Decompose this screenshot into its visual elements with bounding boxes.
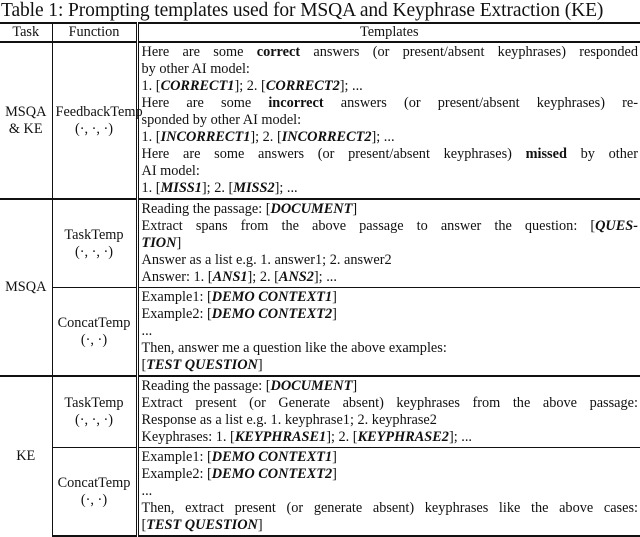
function-name: TaskTemp [64,226,124,243]
template-line [142,340,639,357]
table-caption: Table 1: Prompting templates used for MSQA and Keyphrase Extraction (KE) [1,0,604,21]
template-line [142,44,639,61]
template-text: 1. [ [141,180,161,196]
placeholder-token: DEMO CONTEXT2 [211,306,333,322]
template-line [142,112,639,129]
template-cell [137,288,640,377]
template-line [142,323,639,340]
placeholder-token: DEMO CONTEXT1 [211,449,333,465]
template-text: ]; ... [371,129,395,145]
template-text: ]; 2. [ [250,129,282,145]
template-text: Then, extract present (or generate absent) keyphrases like the above cases: [141,500,638,516]
placeholder-token: MISS2 [233,180,275,196]
template-text: ] [257,517,263,533]
template-line [142,163,639,180]
template-text: Then, answer me a question like the above examples: [141,340,447,356]
template-text: sponded by other AI model: [141,112,302,128]
template-text: ] [332,449,337,465]
function-cell [52,42,143,199]
function-cell [52,448,137,537]
placeholder-token: DOCUMENT [270,378,353,394]
template-text: ]; 2. [ [234,78,266,94]
template-text: ] [176,235,182,251]
template-text: Example2: [ [141,306,212,322]
template-text: ]; 2. [ [201,180,234,196]
template-line [142,357,639,374]
function-signature: (·, ·, ·) [74,243,114,260]
header-task: Task [0,23,52,42]
template-text: [ [141,517,147,533]
template-text: Reading the passage: [ [141,378,271,394]
template-text: ]; ... [339,78,363,94]
placeholder-token: incorrect [268,95,324,111]
template-line [142,306,639,323]
template-text: ]; ... [448,429,472,445]
placeholder-token: TION [141,235,177,251]
task-group [0,376,640,536]
placeholder-token: TEST QUESTION [146,517,258,533]
template-text: by other [566,146,638,162]
task-group [0,42,640,199]
prompting-templates-table [0,22,640,537]
template-text: Reading the passage: [ [141,201,271,217]
template-text: by other AI model: [141,61,250,77]
placeholder-token: DOCUMENT [270,201,353,217]
template-line [142,517,639,534]
template-text: Example1: [ [141,449,212,465]
header-row [0,23,640,42]
template-text: answers (or present/absent keyphrases) re- [323,95,638,111]
template-text: ... [141,483,153,499]
function-signature: (·, ·, ·) [74,412,114,428]
template-text: ] [332,466,337,482]
task-cell: MSQA & KE [0,42,52,199]
template-line [142,218,639,235]
template-line [142,412,639,429]
template-text: Answer as a list e.g. 1. answer1; 2. answer2 [141,252,392,268]
placeholder-token: ANS1 [212,269,248,285]
table-row [0,199,640,288]
template-line [142,129,639,146]
template-text: ]; ... [274,180,298,196]
table-row [0,376,640,448]
placeholder-token: CORRECT2 [265,78,340,94]
template-text: Here are some [141,95,269,111]
header-function: Function [52,23,137,42]
placeholder-token: INCORRECT1 [160,129,251,145]
template-text: ]; 2. [ [326,429,358,445]
function-name: FeedbackTemp [55,103,143,120]
table-row [0,288,640,377]
placeholder-token: QUES- [595,218,638,234]
table-row [0,448,640,537]
placeholder-token: KEYPHRASE1 [234,429,327,445]
function-signature: (·, ·) [80,331,108,348]
template-text: ... [141,323,153,339]
placeholder-token: correct [256,44,301,60]
template-line [142,235,639,252]
template-line [142,395,639,412]
table-row [0,42,640,199]
template-text: ] [257,357,263,373]
function-name: ConcatTemp [57,474,131,491]
placeholder-token: ANS2 [278,269,314,285]
function-name: TaskTemp [64,395,124,411]
template-text: ]; 2. [ [247,269,279,285]
template-text: [ [141,357,147,373]
template-line [142,483,639,500]
template-line [142,78,639,95]
template-text: AI model: [141,163,200,179]
template-text: ] [352,201,358,217]
template-text: Extract spans from the above passage to answer the question: [ [141,218,596,234]
function-signature: (·, ·, ·) [74,120,114,137]
template-line [142,95,639,112]
template-line [142,449,639,466]
placeholder-token: DEMO CONTEXT1 [211,289,333,305]
template-text: Response as a list e.g. 1. keyphrase1; 2. keyphrase2 [141,412,437,428]
template-line [142,146,639,163]
template-cell [137,42,640,199]
function-signature: (·, ·) [80,491,108,508]
placeholder-token: KEYPHRASE2 [357,429,449,445]
function-cell [52,376,137,448]
template-text: Example1: [ [141,289,212,305]
template-line [142,252,639,269]
placeholder-token: DEMO CONTEXT2 [211,466,333,482]
template-text: ] [332,306,337,322]
template-text: ] [352,378,358,394]
template-line [142,201,639,218]
header-templates: Templates [137,23,640,42]
template-text: 1. [ [141,78,161,94]
template-line [142,466,639,483]
template-text: Extract present (or Generate absent) keyphrases from the above passage: [141,395,638,411]
template-line [142,289,639,306]
template-text: Here are some answers (or present/absent keyphrases) [141,146,526,162]
placeholder-token: INCORRECT2 [281,129,372,145]
task-group [0,199,640,376]
placeholder-token: CORRECT1 [160,78,235,94]
task-cell: MSQA [0,199,52,376]
template-line [142,180,639,197]
placeholder-token: TEST QUESTION [146,357,258,373]
function-name: ConcatTemp [57,314,131,331]
function-cell [52,288,137,377]
template-text: Keyphrases: 1. [ [141,429,235,445]
template-line [142,500,639,517]
template-text: 1. [ [141,129,161,145]
template-line [142,378,639,395]
placeholder-token: MISS1 [160,180,202,196]
template-line [142,61,639,78]
template-cell [137,448,640,537]
template-text: Answer: 1. [ [141,269,213,285]
template-text: Here are some [141,44,257,60]
template-text: Example2: [ [141,466,212,482]
template-cell [137,199,640,288]
template-text: ] [332,289,337,305]
template-text: answers (or present/absent keyphrases) responded [300,44,638,60]
template-line [142,269,639,286]
template-line [142,429,639,446]
function-cell [52,199,137,288]
placeholder-token: missed [525,146,567,162]
template-text: ]; ... [313,269,337,285]
template-cell [137,376,640,448]
task-cell: KE [0,376,52,536]
